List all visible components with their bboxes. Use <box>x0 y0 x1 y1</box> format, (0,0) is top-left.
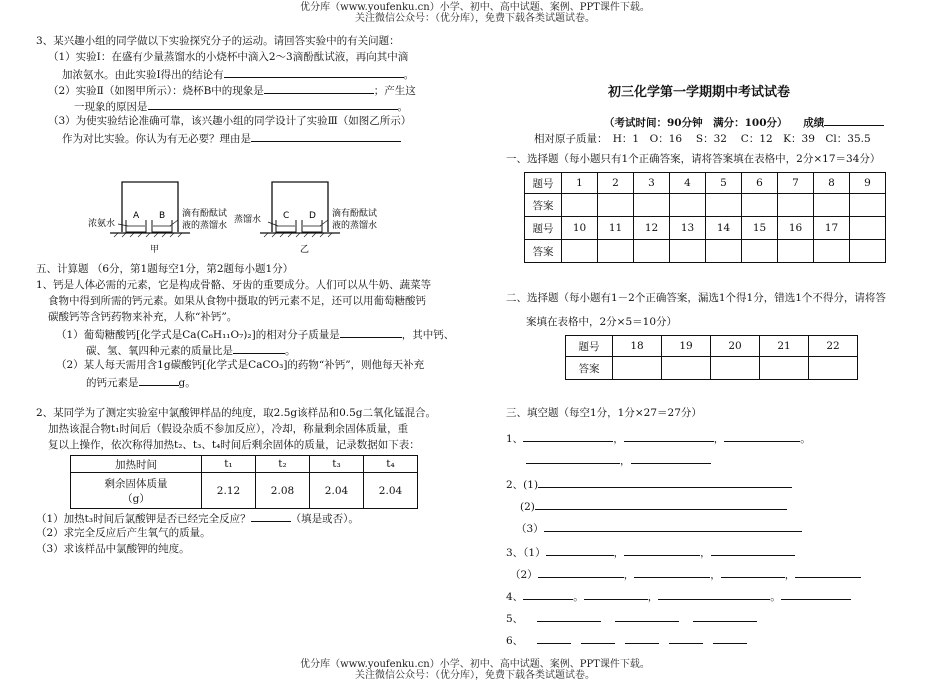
q-number: 18 <box>613 336 662 357</box>
fill-q2-2-label: (2) <box>520 501 535 513</box>
label-phenol-4: 液的蒸馏水 <box>332 221 378 231</box>
blank[interactable] <box>581 632 615 644</box>
table-header-t4: t₄ <box>364 456 418 473</box>
blank[interactable] <box>625 632 659 644</box>
table-header-t2: t₂ <box>256 456 310 473</box>
experiment-figure <box>88 176 418 260</box>
fill-q1-line2 <box>526 452 711 468</box>
answer-cell[interactable] <box>778 194 814 217</box>
q3-part3-line1: （3）为使实验结论准确可靠，该兴趣小组的同学设计了实验Ⅲ（如图乙所示） <box>48 115 412 127</box>
row-label-no: 题号 <box>525 217 562 240</box>
table-row <box>566 357 858 380</box>
q3-part1-text: 加浓氨水。由此实验Ⅰ得出的结论有 <box>62 69 224 81</box>
answer-cell[interactable] <box>742 240 778 263</box>
answer-cell[interactable] <box>778 240 814 263</box>
q-number: 11 <box>598 217 634 240</box>
row-label-no: 题号 <box>566 336 613 357</box>
empty-cell <box>850 217 886 240</box>
blank[interactable] <box>634 566 710 578</box>
punct: 。 <box>403 69 415 81</box>
answer-cell[interactable] <box>814 194 850 217</box>
q-number: 8 <box>814 173 850 194</box>
fill-q4-label: 4、 <box>506 591 524 603</box>
answer-cell[interactable] <box>598 194 634 217</box>
blank[interactable] <box>251 510 291 522</box>
section2-title-line2: 案填在表格中，2分×5＝10分） <box>526 316 678 328</box>
q3-part2-line2 <box>74 98 408 114</box>
q3-part2b-text: 一现象的原因是 <box>74 101 148 113</box>
q-number: 3 <box>634 173 670 194</box>
section3-title: 三、填空题（每空1分，1分×27＝27分） <box>506 407 702 419</box>
fill-q3-1 <box>506 544 795 560</box>
answer-cell[interactable] <box>613 357 662 380</box>
q-number: 22 <box>809 336 858 357</box>
blank[interactable] <box>264 82 374 94</box>
exam-title: 初三化学第一学期期中考试试卷 <box>608 85 791 100</box>
exam-info-text: （考试时间：90分钟 满分：100分） 成绩 <box>604 117 825 129</box>
fill-q2-3-label: （3） <box>516 523 544 535</box>
q3-part3-line2 <box>62 130 401 146</box>
answer-table-1 <box>524 172 886 263</box>
calc-q1-sub1-line2 <box>86 342 296 358</box>
row-label-ans: 答案 <box>566 357 613 380</box>
label-conc-ammonia: 浓氨水 <box>88 219 116 229</box>
fill-q3-label: 3、（1） <box>506 547 546 559</box>
punct: 。 <box>397 101 408 113</box>
fill-q2-2 <box>520 498 787 514</box>
blank[interactable] <box>139 374 179 386</box>
blank[interactable] <box>669 632 703 644</box>
footer-line-2: 关注微信公众号：（优分库），免费下载各类试题试卷。 <box>355 670 595 681</box>
q-number: 2 <box>598 173 634 194</box>
q3-part2-text: （2）实验Ⅱ（如图甲所示）：烧杯B中的现象是 <box>48 85 264 97</box>
fill-q5 <box>506 610 757 626</box>
calc-q2-line1: 2、某同学为了测定实验室中氯酸钾样品的纯度，取2.5g该样品和0.5g二氧化锰混合。 <box>36 407 437 419</box>
q-number: 17 <box>814 217 850 240</box>
answer-cell[interactable] <box>850 194 886 217</box>
punct: ；产生这 <box>373 85 416 97</box>
table-row <box>566 336 858 357</box>
calc-q1-line2: 食物中得到所需的钙元素。如果从食物中摄取的钙元素不足，还可以用葡萄糖酸钙 <box>48 295 426 307</box>
empty-cell <box>850 240 886 263</box>
q-number: 19 <box>662 336 711 357</box>
table-row <box>525 194 886 217</box>
answer-cell[interactable] <box>706 194 742 217</box>
q-number: 10 <box>562 217 598 240</box>
blank[interactable] <box>251 130 401 142</box>
calc-q1-sub2-line2 <box>86 374 196 390</box>
fill-q6-label: 6、 <box>506 635 524 647</box>
section2-title-line1: 二、选择题（每小题有1－2个正确答案，漏选1个得1分，错选1个不得分，请将答 <box>506 292 886 304</box>
q-number: 16 <box>778 217 814 240</box>
fill-q4 <box>506 588 851 604</box>
table-row <box>525 217 886 240</box>
label-beaker-a: A <box>133 211 140 221</box>
q-number: 1 <box>562 173 598 194</box>
answer-cell[interactable] <box>662 357 711 380</box>
table-header-time: 加热时间 <box>71 456 202 473</box>
answer-table-2 <box>565 335 858 380</box>
calc-q1-line3: 碳酸钙等含钙药物来补充，人称“补钙”。 <box>48 311 238 323</box>
blank[interactable] <box>523 588 573 600</box>
blank[interactable] <box>224 66 404 78</box>
label-jia: 甲 <box>150 245 160 255</box>
blank[interactable] <box>537 610 601 622</box>
row-label-ans: 答案 <box>525 240 562 263</box>
blank[interactable] <box>340 326 402 338</box>
blank[interactable] <box>233 342 285 354</box>
fill-q1 <box>506 430 811 446</box>
blank[interactable] <box>658 588 770 600</box>
fill-q6 <box>506 632 747 648</box>
punct: 。 <box>573 591 584 603</box>
fill-q2-1 <box>506 476 792 492</box>
answer-cell[interactable] <box>670 240 706 263</box>
answer-cell[interactable] <box>598 240 634 263</box>
punct: ，其中钙、 <box>401 329 455 341</box>
calc-q1-sub1-line1 <box>56 326 454 342</box>
exam-info <box>604 114 884 130</box>
answer-cell[interactable] <box>742 194 778 217</box>
label-beaker-d: D <box>309 211 316 221</box>
table-header-t1: t₁ <box>202 456 256 473</box>
heating-data-table <box>70 455 418 509</box>
answer-cell[interactable] <box>562 240 598 263</box>
q-number: 4 <box>670 173 706 194</box>
calc-q2-sub1-text: （1）加热t₃时间后氯酸钾是否已经完全反应？ <box>36 513 251 525</box>
atomic-masses: 相对原子质量： H：1 O：16 S：32 C：12 K：39 Cl：35.5 <box>534 133 871 145</box>
punct: 。 <box>800 433 811 445</box>
row-label-ans: 答案 <box>525 194 562 217</box>
punct: ， <box>647 591 659 603</box>
q-number: 9 <box>850 173 886 194</box>
q3-stem: 3、某兴趣小组的同学做以下实验探究分子的运动。请回答实验中的有关问题： <box>36 35 400 47</box>
fill-q3-2-label: （2） <box>510 569 538 581</box>
label-beaker-c: C <box>283 211 290 221</box>
answer-cell[interactable] <box>562 194 598 217</box>
blank[interactable] <box>148 98 398 110</box>
blank[interactable] <box>546 544 614 556</box>
table-cell: 2.04 <box>310 473 364 509</box>
blank[interactable] <box>795 566 861 578</box>
blank[interactable] <box>523 430 613 442</box>
punct: ， <box>620 455 631 467</box>
calc-q2-sub1 <box>36 510 359 526</box>
table-cell: 2.12 <box>202 473 256 509</box>
q-number: 21 <box>760 336 809 357</box>
blank[interactable] <box>615 610 679 622</box>
q-number: 20 <box>711 336 760 357</box>
calc-q2-sub3: （3）求该样品中氯酸钾的纯度。 <box>36 543 190 555</box>
answer-cell[interactable] <box>760 357 809 380</box>
q3-part2-line1 <box>48 82 416 98</box>
q3-part1-line1: （1）实验Ⅰ：在盛有少量蒸馏水的小烧杯中滴入2～3滴酚酞试液，再向其中滴 <box>48 51 409 63</box>
blank[interactable] <box>711 544 795 556</box>
calc-q1-sub1-text: （1）葡萄糖酸钙[化学式是Ca(C₆H₁₁O₇)₂]的相对分子质量是 <box>56 329 340 341</box>
answer-cell[interactable] <box>634 240 670 263</box>
answer-cell[interactable] <box>814 240 850 263</box>
punct: 。 <box>770 591 781 603</box>
blank[interactable] <box>538 566 624 578</box>
blank[interactable] <box>631 452 711 464</box>
table-row-label-b: （g） <box>122 492 150 505</box>
section5-title: 五、计算题 （6分，第1题每空1分，第2题每小题1分） <box>36 263 294 275</box>
label-beaker-b: B <box>159 211 166 221</box>
punct: ， <box>784 569 796 581</box>
q-number: 12 <box>634 217 670 240</box>
calc-q2-line3: 复以上操作，依次称得加热t₂、t₃、t₄时间后剩余固体的质量，记录数据如下表： <box>48 439 420 451</box>
punct: ， <box>613 433 624 445</box>
label-phenol-2: 液的蒸馏水 <box>182 221 228 231</box>
punct: ， <box>710 569 721 581</box>
punct: ， <box>700 547 711 559</box>
answer-cell[interactable] <box>706 240 742 263</box>
blank[interactable] <box>724 430 800 442</box>
calc-q1-sub1b-text: 碳、氢、氧四种元素的质量比是 <box>86 345 233 357</box>
q-number: 5 <box>706 173 742 194</box>
q3-part1-line2 <box>62 66 414 82</box>
blank[interactable] <box>721 566 785 578</box>
calc-q1-line1: 1、钙是人体必需的元素，它是构成骨骼、牙齿的重要成分。人们可以从牛奶、蔬菜等 <box>36 279 432 291</box>
header-line-2: 关注微信公众号：（优分库），免费下载各类试题试卷。 <box>355 13 595 24</box>
header-line-1: 优分库（www.youfenku.cn）小学、初中、高中试题、案例、PPT课件下载。 <box>300 2 650 13</box>
label-yi: 乙 <box>300 245 310 255</box>
punct: ， <box>713 433 725 445</box>
fill-q5-label: 5、 <box>506 613 524 625</box>
blank[interactable] <box>526 452 620 464</box>
calc-q1-sub2b-text: 的钙元素是 <box>86 377 139 389</box>
answer-cell[interactable] <box>809 357 858 380</box>
blank[interactable] <box>781 588 851 600</box>
punct: 。 <box>285 345 296 357</box>
q-number: 13 <box>670 217 706 240</box>
answer-cell[interactable] <box>670 194 706 217</box>
blank[interactable] <box>544 520 802 532</box>
calc-q2-sub2: （2）求完全反应后产生氧气的质量。 <box>36 527 211 539</box>
blank[interactable] <box>537 632 571 644</box>
table-header-t3: t₃ <box>310 456 364 473</box>
answer-cell[interactable] <box>711 357 760 380</box>
label-distilled-water: 蒸馏水 <box>234 215 262 225</box>
q-number: 7 <box>778 173 814 194</box>
q-number: 15 <box>742 217 778 240</box>
calc-q2-line2: 加热该混合物t₁时间后（假设杂质不参加反应），冷却，称量剩余固体质量，重 <box>48 423 409 435</box>
blank[interactable] <box>584 588 648 600</box>
table-row-label-a: 剩余固体质量 <box>104 477 168 490</box>
punct: g。 <box>178 377 196 389</box>
blank[interactable] <box>624 544 700 556</box>
label-phenol-1: 滴有酚酞试 <box>182 209 228 219</box>
footer-line-1: 优分库（www.youfenku.cn）小学、初中、高中试题、案例、PPT课件下载。 <box>300 659 650 670</box>
fill-q3-2 <box>510 566 861 582</box>
q-number: 6 <box>742 173 778 194</box>
calc-q1-sub2-line1: （2）某人每天需用含1g碳酸钙[化学式是CaCO₃]的药物“补钙”，则他每天补充 <box>56 359 425 371</box>
fill-q2-label: 2、(1) <box>506 479 539 491</box>
punct: ， <box>623 569 635 581</box>
punct: ， <box>613 547 625 559</box>
fill-q1-label: 1、 <box>506 433 524 445</box>
table-row <box>525 240 886 263</box>
blank[interactable] <box>538 476 792 488</box>
q3-part3b-text: 作为对比实验。你认为有无必要？理由是 <box>62 133 251 145</box>
table-cell: 2.08 <box>256 473 310 509</box>
blank[interactable] <box>535 498 787 510</box>
table-row <box>525 173 886 194</box>
table-row-label <box>71 473 202 509</box>
fill-q2-3 <box>516 520 802 536</box>
blank[interactable] <box>624 430 714 442</box>
row-label-no: 题号 <box>525 173 562 194</box>
blank[interactable] <box>713 632 747 644</box>
answer-cell[interactable] <box>634 194 670 217</box>
label-phenol-3: 滴有酚酞试 <box>332 209 378 219</box>
q-number: 14 <box>706 217 742 240</box>
score-blank[interactable] <box>824 114 884 126</box>
section1-title: 一、选择题（每小题只有1个正确答案，请将答案填在表格中，2分×17＝34分） <box>506 153 881 165</box>
calc-q2-sub1-end: （填是或否）。 <box>290 513 359 525</box>
blank[interactable] <box>693 610 757 622</box>
table-cell: 2.04 <box>364 473 418 509</box>
